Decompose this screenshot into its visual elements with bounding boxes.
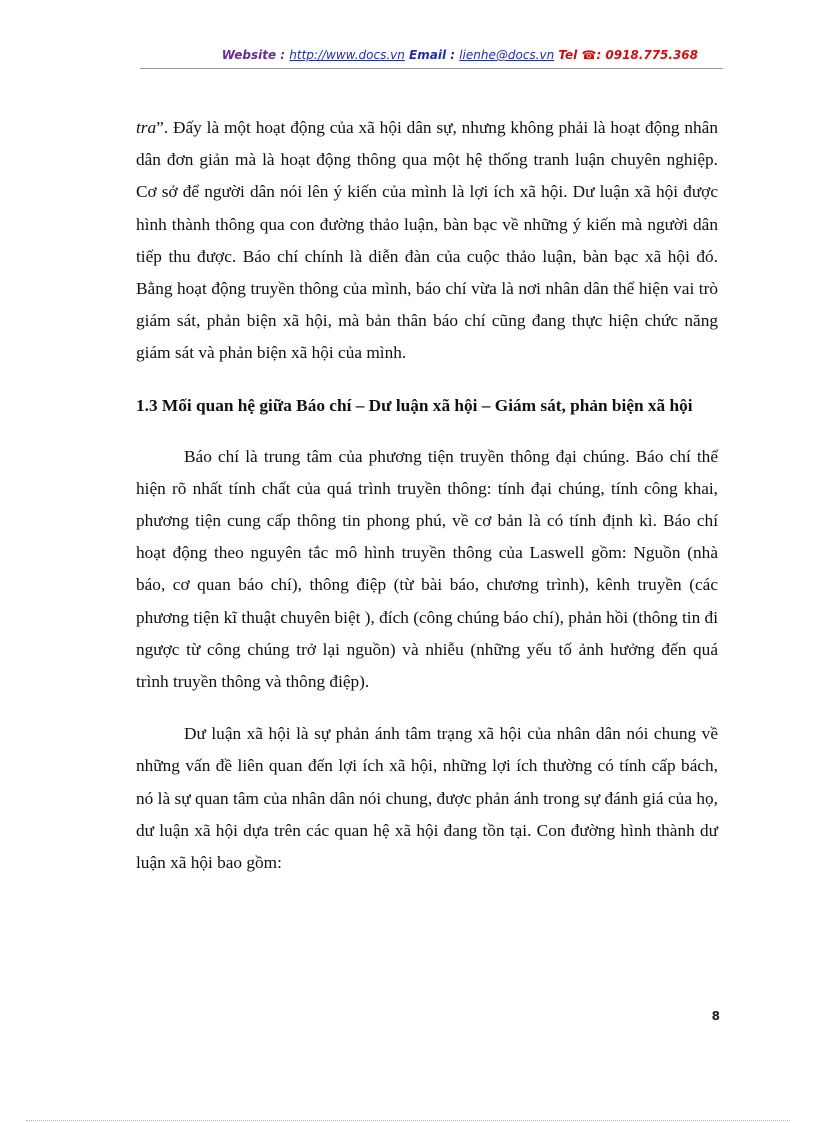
page-header — [0, 47, 816, 63]
website-label: Website : — [221, 48, 290, 62]
paragraph-italic-lead: tra — [136, 118, 157, 137]
document-body — [136, 112, 718, 879]
section-heading: 1.3 Mối quan hệ giữa Báo chí – Dư luận xã hội – Giám sát, phản biện xã hội — [136, 395, 693, 415]
tel-number: : 0918.775.368 — [596, 48, 698, 62]
email-link[interactable]: lienhe@docs.vn — [459, 48, 555, 62]
paragraph-continuation — [136, 112, 718, 370]
header-divider — [140, 68, 723, 69]
paragraph-text: ”. Đấy là một hoạt động của xã hội dân sự, nhưng không phải là hoạt động nhân dân đơn giản mà là hoạt động thông qua một hệ thống tranh luận chuyên nghiệp. Cơ sở để người dân nói lên ý kiến của mình là lợi ích xã hội. Dư luận xã hội được hình thành thông qua con đường thảo luận, bàn bạc về những ý kiến mà người dân tiếp thu được. Báo chí chính là diễn đàn của cuộc thảo luận, bàn bạc xã hội đó. Bằng hoạt động truyền thông của mình, báo chí vừa là nơi nhân dân thể hiện vai trò giám sát, phản biện xã hội, mà bản thân báo chí cũng đang thực hiện chức năng giám sát và phản biện xã hội của mình. — [136, 118, 718, 363]
footer-divider — [26, 1120, 790, 1121]
phone-icon: ☎ — [581, 48, 597, 62]
website-link[interactable]: http://www.docs.vn — [289, 48, 405, 62]
paragraph-spacer — [136, 698, 718, 718]
tel-label: Tel — [554, 48, 582, 62]
email-label: Email : — [404, 48, 460, 62]
page-number: 8 — [711, 1009, 720, 1023]
paragraph-public-opinion: Dư luận xã hội là sự phản ánh tâm trạng xã hội của nhân dân nói chung về những vấn đề liên quan đến lợi ích xã hội, những lợi ích thường có tính cấp bách, nó là sự quan tâm của nhân dân nói chung, được phản ánh trong sự đánh giá của họ, dư luận xã hội dựa trên các quan hệ xã hội đang tồn tại. Con đường hình thành dư luận xã hội bao gồm: — [136, 724, 718, 873]
paragraph-press-center: Báo chí là trung tâm của phương tiện truyền thông đại chúng. Báo chí thể hiện rõ nhất tính chất của quá trình truyền thông: tính đại chúng, tính công khai, phương tiện cung cấp thông tin phong phú, về cơ bản là có tính định kì. Báo chí hoạt động theo nguyên tắc mô hình truyền thông của Laswell gồm: Nguồn (nhà báo, cơ quan báo chí), thông điệp (từ bài báo, chương trình), kênh truyền (các phương tiện kĩ thuật chuyên biệt ), đích (công chúng báo chí), phản hồi (thông tin đi ngược từ công chúng trở lại nguồn) và nhiễu (những yếu tố ảnh hưởng đến quá trình truyền thông và thông điệp). — [136, 446, 718, 692]
